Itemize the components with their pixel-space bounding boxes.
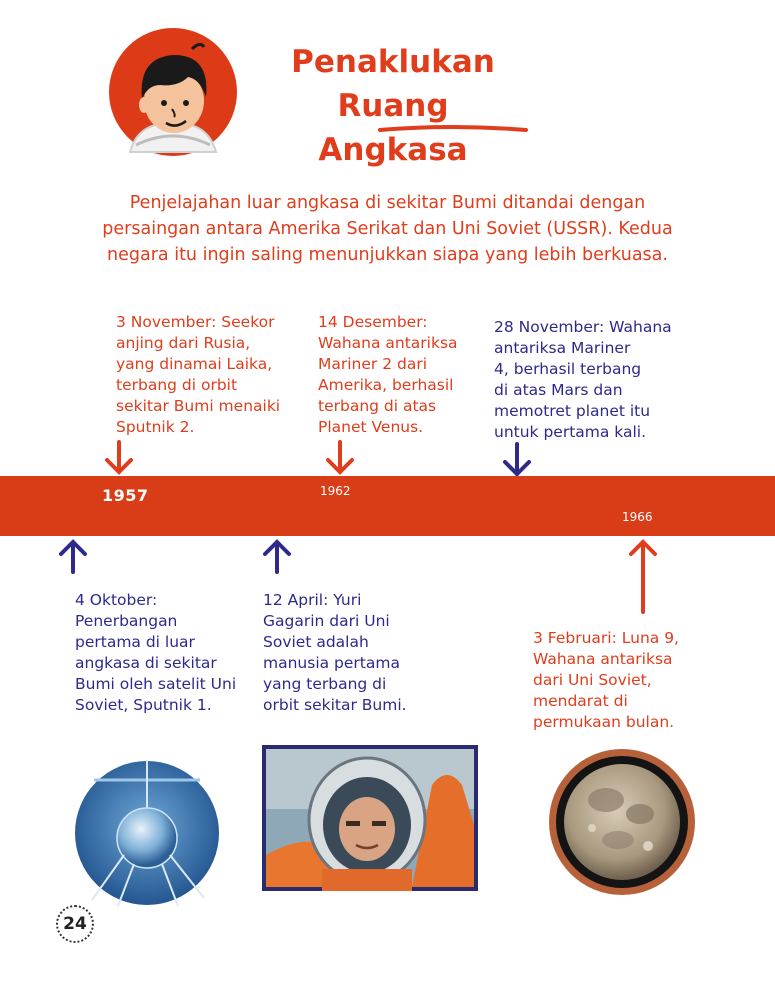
event-mariner-4-line: memotret planet itu bbox=[494, 402, 651, 420]
astronaut-boy-icon bbox=[108, 27, 238, 157]
event-laika-line: anjing dari Rusia, bbox=[116, 334, 251, 352]
event-laika-line: terbang di orbit bbox=[116, 376, 238, 394]
intro-line-2: persaingan antara Amerika Serikat dan Uni Soviet (USSR). Kedua bbox=[102, 219, 673, 239]
event-mariner-4-line: antariksa Mariner bbox=[494, 339, 631, 357]
event-mariner-2-line: Mariner 2 dari bbox=[318, 355, 428, 373]
event-mariner-2-line: 14 Desember: bbox=[318, 313, 428, 331]
arrow-up-icon bbox=[628, 538, 658, 614]
event-sputnik-1-line: Penerbangan bbox=[75, 612, 178, 630]
event-sputnik-1-line: Soviet, Sputnik 1. bbox=[75, 696, 212, 714]
timeline-band bbox=[0, 476, 775, 536]
event-gagarin bbox=[263, 590, 448, 716]
title-line-2: Ruang Angkasa bbox=[318, 88, 468, 168]
event-luna-9-line: dari Uni Soviet, bbox=[533, 671, 652, 689]
event-sputnik-1-line: pertama di luar bbox=[75, 633, 195, 651]
event-gagarin-line: Soviet adalah bbox=[263, 633, 369, 651]
event-sputnik-1-line: 4 Oktober: bbox=[75, 591, 158, 609]
intro-line-1: Penjelajahan luar angkasa di sekitar Bumi ditandai dengan bbox=[129, 193, 646, 213]
event-luna-9-line: mendarat di bbox=[533, 692, 628, 710]
event-mariner-2-line: Planet Venus. bbox=[318, 418, 424, 436]
event-laika bbox=[116, 312, 306, 438]
event-luna-9-line: Wahana antariksa bbox=[533, 650, 673, 668]
mascot-avatar bbox=[108, 27, 238, 157]
event-gagarin-line: yang terbang di bbox=[263, 675, 387, 693]
event-sputnik-1 bbox=[75, 590, 260, 716]
event-laika-line: 3 November: Seekor bbox=[116, 313, 275, 331]
event-mariner-4 bbox=[494, 317, 704, 443]
event-luna-9-line: 3 Februari: Luna 9, bbox=[533, 629, 679, 647]
event-sputnik-1-line: angkasa di sekitar bbox=[75, 654, 217, 672]
title-underline bbox=[378, 122, 528, 138]
event-mariner-4-line: 4, berhasil terbang bbox=[494, 360, 642, 378]
event-gagarin-line: manusia pertama bbox=[263, 654, 400, 672]
event-luna-9 bbox=[533, 628, 723, 733]
moon-photo bbox=[548, 748, 696, 896]
page-number: 24 bbox=[56, 905, 94, 943]
event-laika-line: Sputnik 2. bbox=[116, 418, 195, 436]
year-1966: 1966 bbox=[622, 510, 653, 524]
arrow-up-icon bbox=[58, 538, 88, 574]
event-laika-line: sekitar Bumi menaiki bbox=[116, 397, 281, 415]
event-gagarin-line: 12 April: Yuri bbox=[263, 591, 362, 609]
arrow-down-icon bbox=[325, 440, 355, 476]
year-1962: 1962 bbox=[320, 484, 351, 498]
event-mariner-2-line: Amerika, berhasil bbox=[318, 376, 454, 394]
event-laika-line: yang dinamai Laika, bbox=[116, 355, 273, 373]
year-1957: 1957 bbox=[102, 486, 149, 505]
event-luna-9-line: permukaan bulan. bbox=[533, 713, 675, 731]
gagarin-photo bbox=[262, 745, 478, 891]
event-mariner-4-line: di atas Mars dan bbox=[494, 381, 623, 399]
event-gagarin-line: orbit sekitar Bumi. bbox=[263, 696, 407, 714]
event-sputnik-1-line: Bumi oleh satelit Uni bbox=[75, 675, 237, 693]
intro-paragraph bbox=[60, 190, 715, 268]
event-mariner-2-line: terbang di atas bbox=[318, 397, 437, 415]
arrow-down-icon bbox=[104, 440, 134, 476]
event-mariner-4-line: 28 November: Wahana bbox=[494, 318, 672, 336]
title-line-1: Penaklukan bbox=[291, 44, 495, 80]
event-mariner-4-line: untuk pertama kali. bbox=[494, 423, 647, 441]
arrow-up-icon bbox=[262, 538, 292, 574]
event-gagarin-line: Gagarin dari Uni bbox=[263, 612, 390, 630]
event-mariner-2 bbox=[318, 312, 488, 438]
intro-line-3: negara itu ingin saling menunjukkan siapa yang lebih berkuasa. bbox=[107, 245, 668, 265]
event-mariner-2-line: Wahana antariksa bbox=[318, 334, 458, 352]
page-title bbox=[258, 40, 528, 172]
arrow-down-icon bbox=[502, 442, 532, 478]
sputnik-photo bbox=[74, 760, 220, 906]
